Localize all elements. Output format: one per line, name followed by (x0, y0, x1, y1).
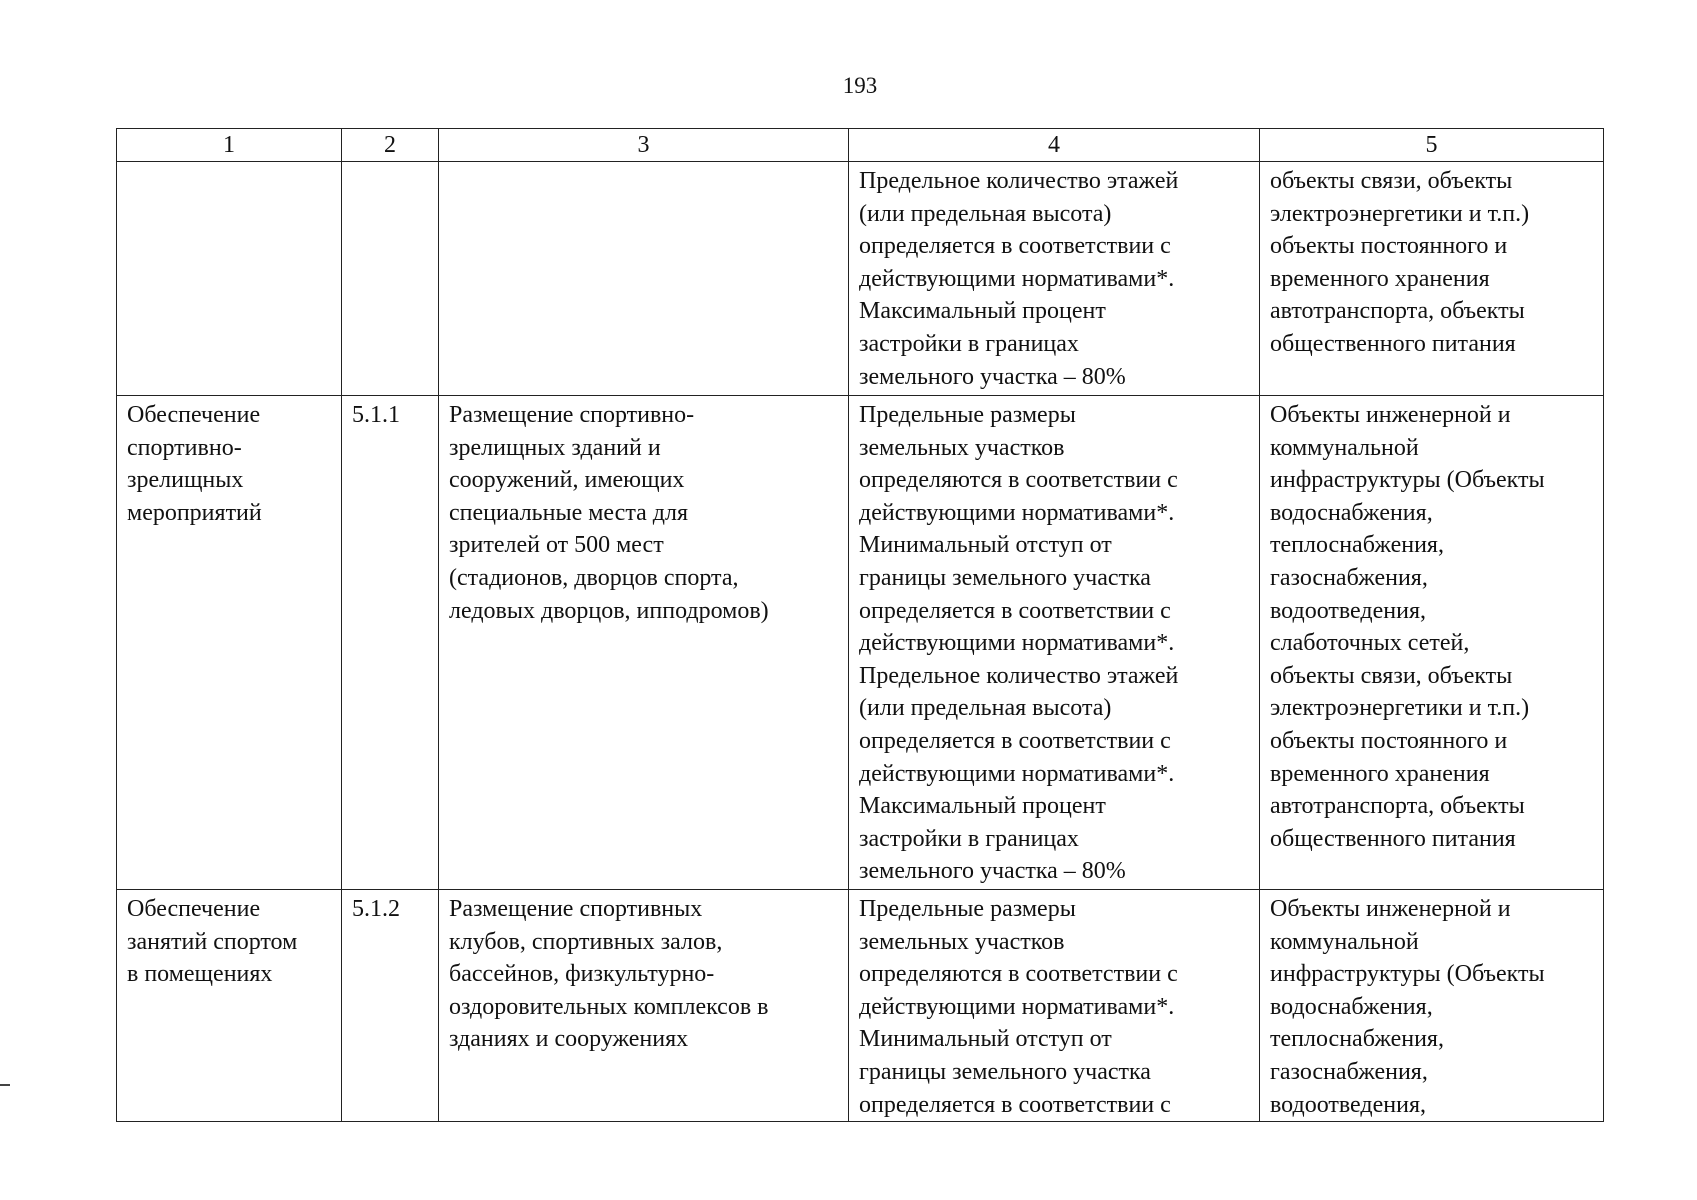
cell-text-line: водоснабжения, (1270, 993, 1433, 1020)
table-header-row (117, 129, 1604, 162)
cell-text-line: Минимальный отступ от (859, 1026, 1112, 1053)
page-number: 193 (842, 73, 878, 98)
cell-text-line: (или предельная высота) (859, 695, 1112, 722)
cell-parameters (849, 890, 1260, 1122)
cell-text-line: Предельное количество этажей (859, 168, 1179, 194)
cell-text-line: бассейнов, физкультурно- (449, 961, 715, 988)
cell-text-line: газоснабжения, (1270, 564, 1428, 591)
cell-text-line: зрелищных (127, 467, 244, 494)
table-row-5-1-1 (117, 396, 1604, 890)
cell-text-line: Предельное количество этажей (859, 662, 1179, 689)
cell-text-line: зданиях и сооружениях (449, 1026, 689, 1053)
cell-text-line: оздоровительных комплексов в (449, 993, 769, 1020)
cell-text-line: временного хранения (1270, 760, 1490, 787)
cell-parameters (849, 396, 1260, 890)
cell-auxiliary-uses (1260, 890, 1604, 1122)
cell-auxiliary-uses (1260, 396, 1604, 890)
cell-text-line: Размещение спортивных (449, 896, 703, 922)
cell-text-line: коммунальной (1270, 434, 1419, 461)
cell-text-line: застройки в границах (859, 330, 1079, 357)
cell-text-line: земельных участков (859, 928, 1065, 955)
cell-use-kind (117, 890, 342, 1122)
cell-code (342, 890, 439, 1122)
cell-text-line: спортивно- (127, 434, 242, 461)
cell-auxiliary-uses (1260, 162, 1604, 396)
cell-text-line: Объекты инженерной и (1270, 896, 1511, 922)
header-col-4: 4 (849, 129, 1260, 162)
zoning-table (116, 128, 1604, 1122)
cell-code (342, 396, 439, 890)
cell-description (439, 890, 849, 1122)
cell-text-line: водоотведения, (1270, 1091, 1426, 1118)
cell-text-line: водоотведения, (1270, 597, 1426, 624)
cell-description (439, 396, 849, 890)
header-col-3: 3 (439, 129, 849, 162)
cell-code (342, 162, 439, 396)
header-col-5: 5 (1260, 129, 1604, 162)
cell-text-line: общественного питания (1270, 330, 1516, 357)
cell-text-line: мероприятий (127, 499, 262, 526)
cell-text-line: границы земельного участка (859, 564, 1151, 591)
cell-text-line: Минимальный отступ от (859, 532, 1112, 559)
cell-text-line: теплоснабжения, (1270, 532, 1444, 559)
cell-use-kind (117, 396, 342, 890)
cell-text-line: сооружений, имеющих (449, 467, 685, 494)
cell-text-line: определяются в соответствии с (859, 467, 1178, 494)
cell-text-line: специальные места для (449, 499, 688, 526)
cell-text-line: электроэнергетики и т.п.) (1270, 200, 1530, 227)
header-col-2: 2 (342, 129, 439, 162)
table-row-5-1-2 (117, 890, 1604, 1122)
cell-text-line: теплоснабжения, (1270, 1026, 1444, 1053)
cell-text-line: земельного участка – 80% (859, 363, 1126, 390)
cell-text-line: объекты связи, объекты (1270, 168, 1513, 194)
cell-text-line: определяется в соответствии с (859, 727, 1171, 754)
cell-text-line: коммунальной (1270, 928, 1419, 955)
cell-text-line: в помещениях (127, 961, 273, 988)
cell-text-line: ледовых дворцов, ипподромов) (449, 597, 769, 624)
cell-text-line: клубов, спортивных залов, (449, 928, 723, 955)
cell-text-line: Объекты инженерной и (1270, 402, 1511, 428)
scan-edge-mark (0, 1084, 10, 1086)
cell-text-line: земельного участка – 80% (859, 858, 1126, 885)
cell-text-line: застройки в границах (859, 825, 1079, 852)
cell-text-line: определяется в соответствии с (859, 597, 1171, 624)
cell-text-line: Обеспечение (127, 896, 261, 922)
cell-text-line: зрелищных зданий и (449, 434, 661, 461)
cell-parameters (849, 162, 1260, 396)
cell-text-line: действующими нормативами*. (859, 993, 1175, 1020)
cell-text-line: слаботочных сетей, (1270, 630, 1470, 657)
cell-text-line: инфраструктуры (Объекты (1270, 467, 1545, 494)
cell-text-line: Максимальный процент (859, 298, 1106, 325)
cell-text-line: объекты постоянного и (1270, 727, 1508, 754)
cell-use-kind (117, 162, 342, 396)
cell-text-line: объекты постоянного и (1270, 233, 1508, 260)
cell-text-line: объекты связи, объекты (1270, 662, 1513, 689)
cell-text-line: границы земельного участка (859, 1058, 1151, 1085)
table-row-continued (117, 162, 1604, 396)
cell-text-line: 5.1.2 (352, 896, 400, 922)
cell-text-line: определяется в соответствии с (859, 233, 1171, 260)
cell-description (439, 162, 849, 396)
cell-text-line: 5.1.1 (352, 402, 400, 428)
cell-text-line: действующими нормативами*. (859, 630, 1175, 657)
cell-text-line: Предельные размеры (859, 896, 1076, 922)
cell-text-line: занятий спортом (127, 928, 298, 955)
cell-text-line: зрителей от 500 мест (449, 532, 664, 559)
cell-text-line: определяется в соответствии с (859, 1091, 1171, 1118)
header-col-1: 1 (117, 129, 342, 162)
cell-text-line: временного хранения (1270, 265, 1490, 292)
cell-text-line: Размещение спортивно- (449, 402, 695, 428)
cell-text-line: действующими нормативами*. (859, 760, 1175, 787)
cell-text-line: Предельные размеры (859, 402, 1076, 428)
cell-text-line: определяются в соответствии с (859, 961, 1178, 988)
cell-text-line: (стадионов, дворцов спорта, (449, 564, 739, 591)
cell-text-line: газоснабжения, (1270, 1058, 1428, 1085)
cell-text-line: инфраструктуры (Объекты (1270, 961, 1545, 988)
cell-text-line: Обеспечение (127, 402, 261, 428)
cell-text-line: земельных участков (859, 434, 1065, 461)
cell-text-line: (или предельная высота) (859, 200, 1112, 227)
cell-text-line: Максимальный процент (859, 793, 1106, 820)
cell-text-line: водоснабжения, (1270, 499, 1433, 526)
cell-text-line: общественного питания (1270, 825, 1516, 852)
cell-text-line: автотранспорта, объекты (1270, 793, 1525, 820)
cell-text-line: автотранспорта, объекты (1270, 298, 1525, 325)
cell-text-line: действующими нормативами*. (859, 265, 1175, 292)
cell-text-line: электроэнергетики и т.п.) (1270, 695, 1530, 722)
cell-text-line: действующими нормативами*. (859, 499, 1175, 526)
